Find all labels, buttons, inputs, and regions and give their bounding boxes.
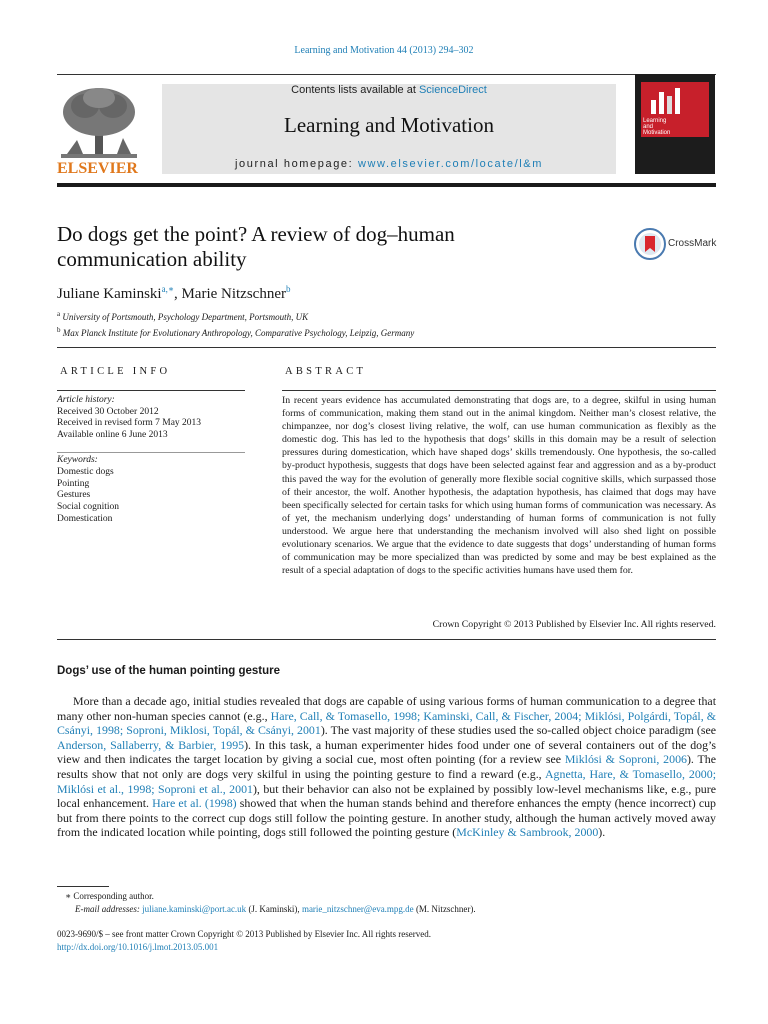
author-list [57,284,291,303]
citation-link[interactable]: McKinley & Sambrook, 2000 [456,825,599,840]
footnotes [57,890,716,915]
citation-link[interactable]: Agnetta, Hare, & Tomasello, 2000; Miklósi et al., 1998; Soproni et al., 2001 [57,766,717,796]
citation-link[interactable]: Hare et al. (1998) [152,796,237,811]
homepage-line [162,158,616,170]
email-owner: (J. Kaminski), [246,903,302,914]
history-item: Received in revised form 7 May 2013 [57,418,202,428]
body-text: ). The vast majority of these studies used the so-called object choice paradigm (see [320,723,716,738]
citation-link[interactable]: Miklósi & Soproni, 2006 [564,752,687,767]
homepage-prefix: journal homepage: [234,158,358,170]
crossmark-label: CrossMark [668,238,717,249]
keyword: Domestication [57,513,113,524]
section-heading: Dogs’ use of the human pointing gesture [57,665,280,677]
citation-link[interactable]: Hare, Call, & Tomasello, 1998; Kaminski, Call, & Fischer, 2004; Miklósi, Polgárdi, Topál, & Csányi, 1998; Soproni, Miklosi, Topál, & Csányi, 2001 [57,708,716,738]
crossmark-badge[interactable] [634,228,734,260]
body-paragraph [57,694,716,840]
section-rule [57,639,716,640]
article-info-rule [57,390,245,391]
email-link[interactable]: marie_nitzschner@eva.mpg.de [301,903,414,914]
running-head[interactable]: Learning and Motivation 44 (2013) 294–302 [294,45,474,56]
sciencedirect-link[interactable]: ScienceDirect [418,84,487,96]
email-footnote [57,903,716,916]
article-history [57,395,245,441]
header-rule [57,74,716,75]
cover-title-line: Learning [643,118,667,124]
keyword: Social cognition [57,502,120,513]
keywords-label: Keywords: [57,455,98,465]
cover-title-line: and [643,124,654,130]
author-name: , Marie Nitzschner [173,286,286,302]
corresponding-footnote [57,890,716,903]
front-matter [57,928,716,953]
affiliation-mark: a [57,310,61,318]
footnote-mark: ∗ [65,891,72,901]
abstract-copyright: Crown Copyright © 2013 Published by Elsevier Inc. All rights reserved. [432,619,716,630]
author-marks[interactable]: b [286,284,291,294]
body-text: showed that when the human stands behind and therefore enhances the empty (hence incorrect) cup but from there points to the correct cup dogs still follow the pointing gesture. In another study, although the human actively moved away from the indicated location while pointing, dogs still followed the pointing gesture ( [57,796,717,840]
affiliation-text: University of Portsmouth, Psychology Department, Portsmouth, UK [60,312,309,322]
doi-link[interactable]: http://dx.doi.org/10.1016/j.lmot.2013.05.001 [57,941,219,952]
history-item: Received 30 October 2012 [57,406,159,417]
history-item: Available online 6 June 2013 [57,429,168,440]
issn-line: 0023-9690/$ – see front matter Crown Copyright © 2013 Published by Elsevier Inc. All rights reserved. [57,929,432,939]
journal-banner [162,84,616,174]
cover-title-line: Motivation [643,130,671,136]
crossmark-icon [634,228,666,260]
affiliations [57,308,414,339]
footnote-rule [57,886,109,887]
body-text: ), but their behavior can also not be explained by possibly low-level mechanisms like, e.g., pure local enhancement. [57,781,716,811]
body-text: ). [598,825,606,840]
email-label: E-mail addresses: [75,903,143,914]
footnote-text: Corresponding author. [73,891,154,901]
email-owner: (M. Nitzschner). [413,903,476,914]
affiliation [57,324,414,340]
body-text: ). The results show that not only are dogs very skilful in using the pointing gesture to find a reward (e.g., [57,752,716,781]
keyword: Domestic dogs [57,466,114,477]
abstract-text: In recent years evidence has accumulated demonstrating that dogs are, to a degree, skilful in using human forms of communication, making them stand out in the animal kingdom. Neither man’s closest relative, the chimpanzee, nor dog’s closest living relative, the wolf, can use human communication as flexibly as the domestic dog. This has led to the hypothesis that dogs’ skills in this domain may be a result of selection pressures during domestication, which have shaped dogs’ skills tremendously. One hypothesis, the so-called by-product hypothesis, suggests that dogs have been selected against fear and aggression and as a by-product this paved the way for the evolution of generally more flexible social cognitive skills, which surpassed those of their ancestor, the wolf. Another hypothesis, the adaptation hypothesis, has claimed that dogs may have been specifically selected for certain tasks for which using human forms of communication was necessary. As of yet, the mechanism underlying dogs’ understanding of human forms of communication is not fully understood. We argue here that understanding the mechanism involved will also shed light on possible evolutionary scenarios. We argue that the evidence to date suggests that dogs’ understanding of human forms of communication may be more specialized than was predicted by some and may be best explained as the result of a special adaptation of dogs to the specific activities humans have used them for. [282,395,716,577]
affiliation [57,308,414,324]
article-info-heading: ARTICLE INFO [60,366,171,377]
abstract-heading: ABSTRACT [285,366,367,377]
body-text: More than a decade ago, initial studies revealed that dogs are capable of using various forms of human communication to a degree that many other non-human species cannot (e.g., [57,694,716,723]
cover-title [643,118,670,136]
history-label: Article history: [57,395,115,405]
journal-cover-image [635,74,715,174]
keyword: Pointing [57,478,90,489]
author-marks[interactable]: a,∗ [161,284,174,294]
contents-line [162,84,616,96]
cover-graphic-icon [649,86,699,114]
article-title: Do dogs get the point? A review of dog–human communication ability [57,222,455,271]
keywords [57,455,245,526]
homepage-link[interactable]: www.elsevier.com/locate/l&m [357,158,543,170]
elsevier-wordmark: ELSEVIER [57,160,138,177]
contents-prefix: Contents lists available at [291,84,419,96]
affiliation-mark: b [57,325,61,334]
journal-title: Learning and Motivation [284,113,494,137]
affiliation-text: Max Planck Institute for Evolutionary Anthropology, Comparative Psychology, Leipzig, Germany [60,327,415,338]
abstract-rule [282,390,716,391]
author-name: Juliane Kaminski [57,286,162,302]
citation-link[interactable]: Anderson, Sallaberry, & Barbier, 1995 [57,737,245,752]
article-info-divider [57,452,245,453]
email-link[interactable]: juliane.kaminski@port.ac.uk [142,903,247,914]
keyword: Gestures [57,490,91,501]
section-rule [57,347,716,348]
body-text: ). In this task, a human experimenter hides food under one of several containers out of the dog’s view and then indicates the target location by giving a social cue, most often pointing (for a review see [57,737,716,767]
header-thick-rule [57,183,716,187]
